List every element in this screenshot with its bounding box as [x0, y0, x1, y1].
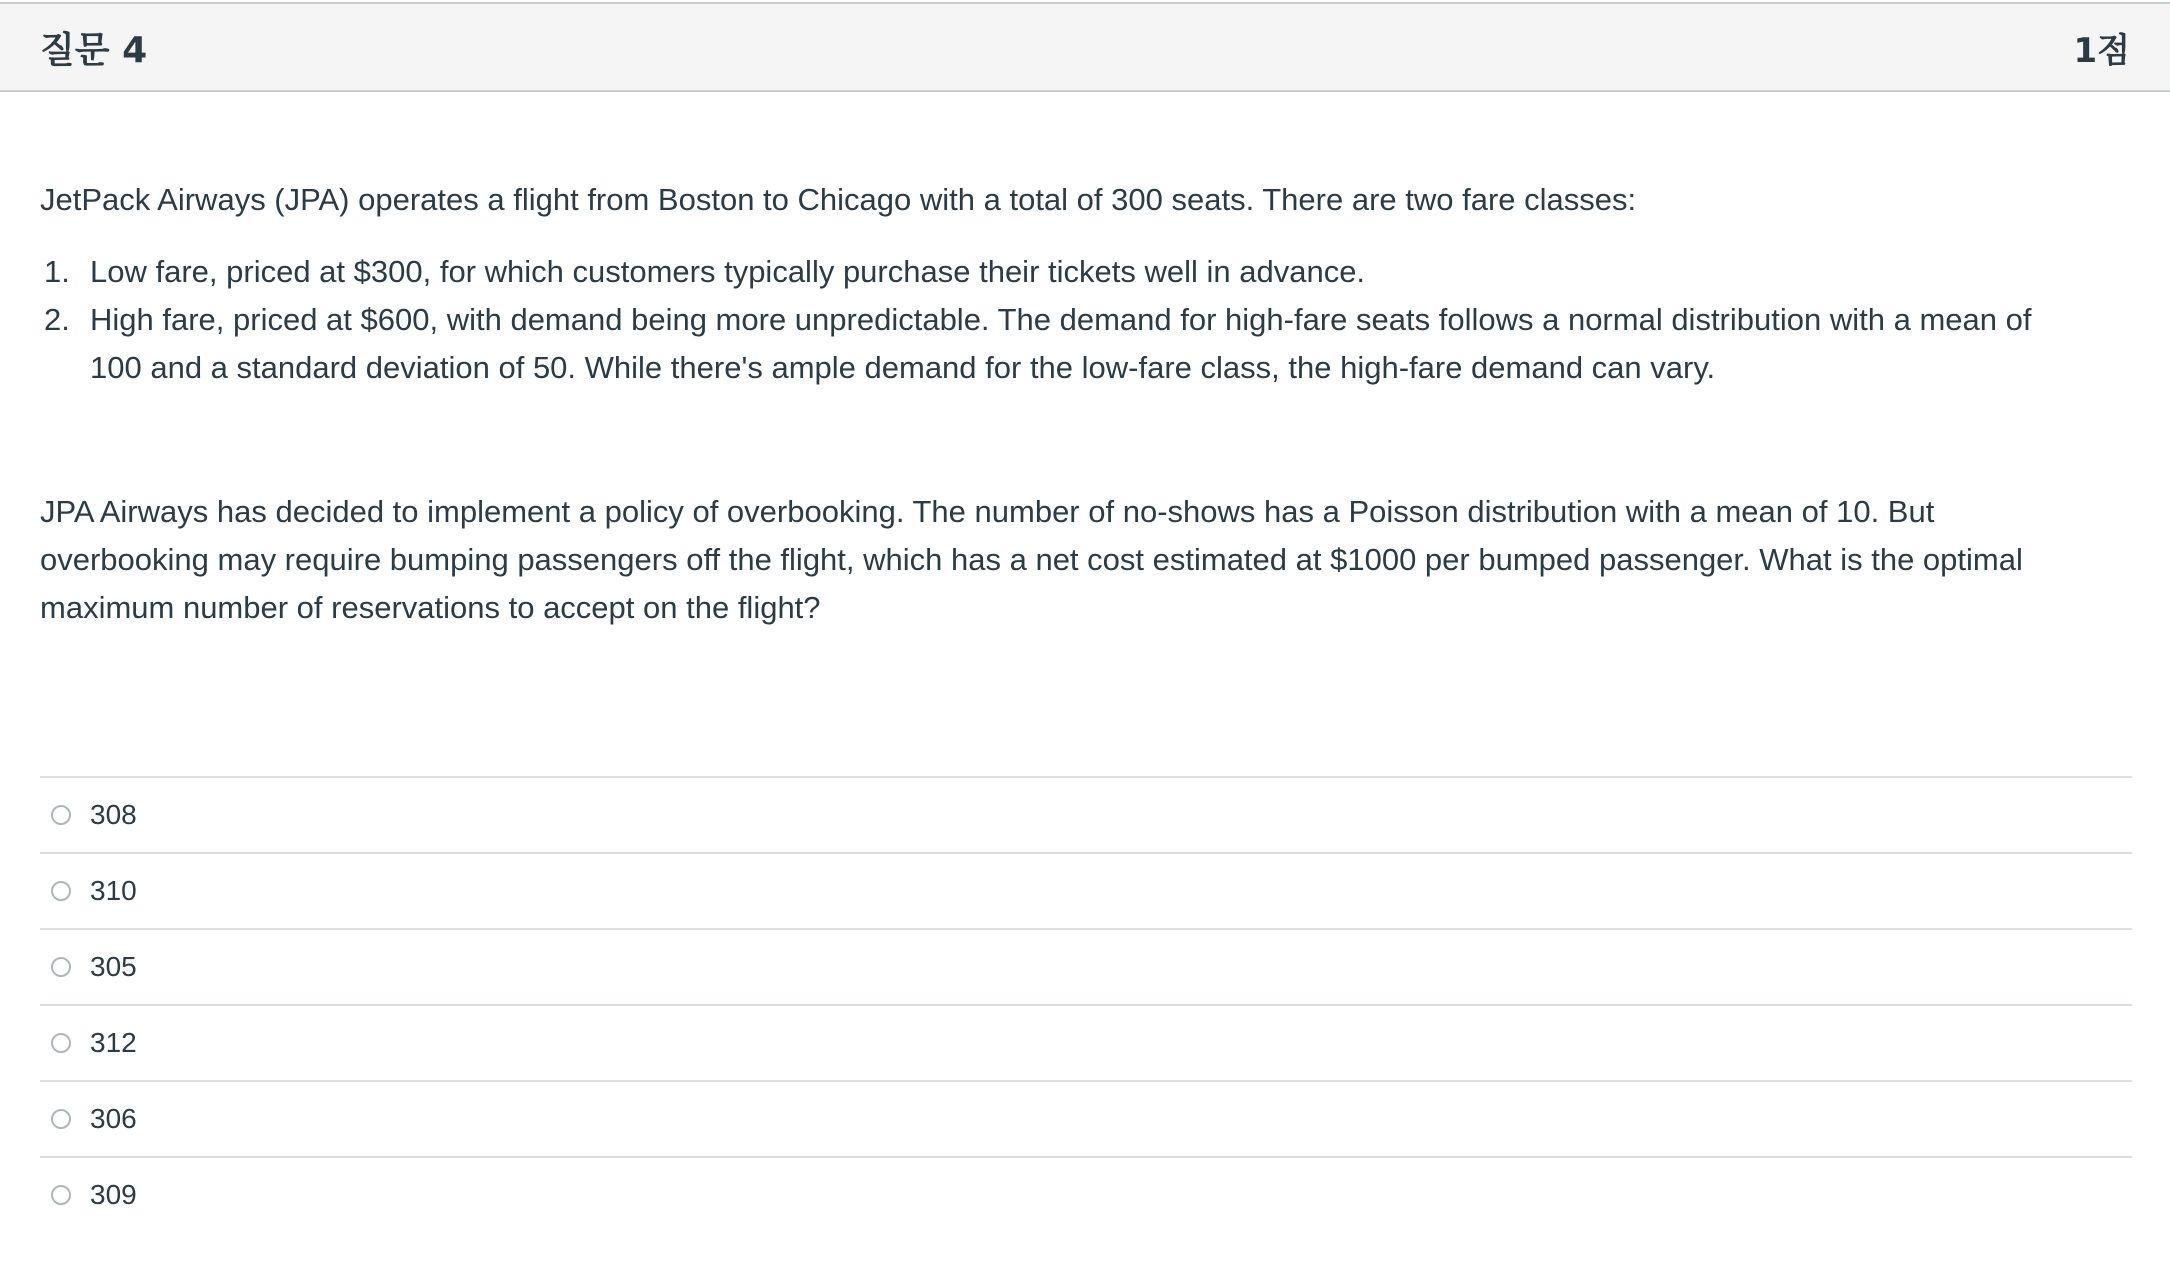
radio-button[interactable] [51, 1109, 71, 1129]
radio-button[interactable] [51, 957, 71, 977]
fare-class-item [40, 248, 2090, 296]
fare-class-list [40, 248, 2090, 392]
answer-label: 312 [90, 1027, 137, 1058]
radio-button[interactable] [51, 1185, 71, 1205]
answer-option[interactable] [40, 852, 2132, 928]
answer-option[interactable] [40, 928, 2132, 1004]
fare-class-item [40, 296, 2090, 392]
radio-button[interactable] [51, 805, 71, 825]
question-title: 질문 4 [40, 29, 148, 71]
fare-class-number: 2. [44, 302, 70, 337]
radio-button[interactable] [51, 1033, 71, 1053]
radio-button[interactable] [51, 881, 71, 901]
fare-class-number: 1. [44, 254, 70, 289]
fare-class-text: Low fare, priced at $300, for which customers typically purchase their tickets well in advance. [90, 254, 1366, 289]
answer-label: 306 [90, 1103, 137, 1134]
answer-label: 308 [90, 799, 137, 830]
fare-class-text: High fare, priced at $600, with demand being more unpredictable. The demand for high-fare seats follows a normal distribution with a mean of 100 and a standard deviation of 50. While there's ample demand for the low-fare class, the high-fare demand can vary. [90, 302, 2032, 385]
question-points: 1점 [2073, 30, 2130, 71]
quiz-question [0, 2, 2170, 92]
answer-label: 309 [90, 1179, 137, 1210]
answer-option[interactable] [40, 1156, 2132, 1232]
answer-option[interactable] [40, 1080, 2132, 1156]
question-header [0, 2, 2170, 92]
answer-label: 305 [90, 951, 137, 982]
answer-list [40, 776, 2132, 1232]
answer-option[interactable] [40, 1004, 2132, 1080]
question-intro: JetPack Airways (JPA) operates a flight from Boston to Chicago with a total of 300 seats. There are two fare classes: [40, 182, 1637, 217]
answer-label: 310 [90, 875, 137, 906]
question-policy-text: JPA Airways has decided to implement a policy of overbooking. The number of no-shows has a Poisson distribution with a mean of 10. But overbooking may require bumping passengers off the flight, which has a net cost estimated at $1000 per bumped passenger. What is the optimal maximum number of reservations to accept on the flight? [40, 494, 2023, 625]
answer-option[interactable] [40, 776, 2132, 852]
